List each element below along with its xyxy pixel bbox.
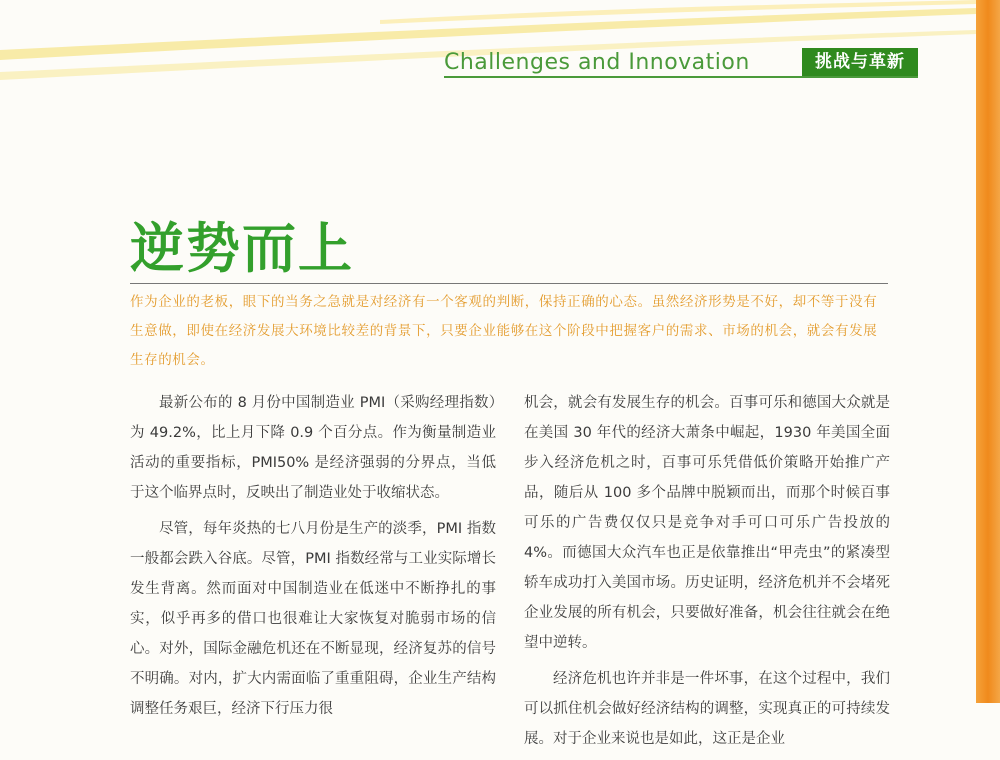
section-header-chinese: 挑战与革新	[802, 48, 918, 76]
section-header-english: Challenges and Innovation	[444, 50, 750, 75]
article-column-right	[524, 388, 890, 760]
side-accent-bar	[976, 0, 1000, 703]
header-rule	[444, 76, 918, 78]
paragraph: 最新公布的 8 月份中国制造业 PMI（采购经理指数）为 49.2%，比上月下降 0.9 个百分点。作为衡量制造业活动的重要指标，PMI50% 是经济强弱的分界点，当低于这个临界点时，反映出了制造业处于收缩状态。	[130, 395, 496, 501]
article-title: 逆势而上	[130, 216, 354, 280]
paragraph: 尽管，每年炎热的七八月份是生产的淡季，PMI 指数一般都会跌入谷底。尽管，PMI 指数经常与工业实际增长发生背离。然而面对中国制造业在低迷中不断挣扎的事实，似乎再多的借口也很难让大家恢复对脆弱市场的信心。对外，国际金融危机还在不断显现，经济复苏的信号不明确。对内，扩大内需面临了重重阻碍，企业生产结构调整任务艰巨，经济下行压力很	[130, 521, 496, 717]
article-column-left	[130, 388, 496, 730]
paragraph: 机会，就会有发展生存的机会。百事可乐和德国大众就是在美国 30 年代的经济大萧条中崛起，1930 年美国全面步入经济危机之时，百事可乐凭借低价策略开始推广产品，随后从 100 多个品牌中脱颖而出，而那个时候百事可乐的广告费仅仅只是竞争对手可口可乐广告投放的 4%。而德国大众汽车也正是依靠推出“甲壳虫”的紧凑型轿车成功打入美国市场。历史证明，经济危机并不会堵死企业发展的所有机会，只要做好准备，机会往往就会在绝望中逆转。	[524, 395, 890, 651]
paragraph: 经济危机也许并非是一件坏事，在这个过程中，我们可以抓住机会做好经济结构的调整，实现真正的可持续发展。对于企业来说也是如此，这正是企业	[524, 671, 890, 747]
article-lead: 作为企业的老板，眼下的当务之急就是对经济有一个客观的判断，保持正确的心态。虽然经济形势是不好，却不等于没有生意做，即使在经济发展大环境比较差的背景下，只要企业能够在这个阶段中把握客户的需求、市场的机会，就会有发展生存的机会。	[130, 294, 878, 368]
title-divider	[130, 283, 888, 284]
